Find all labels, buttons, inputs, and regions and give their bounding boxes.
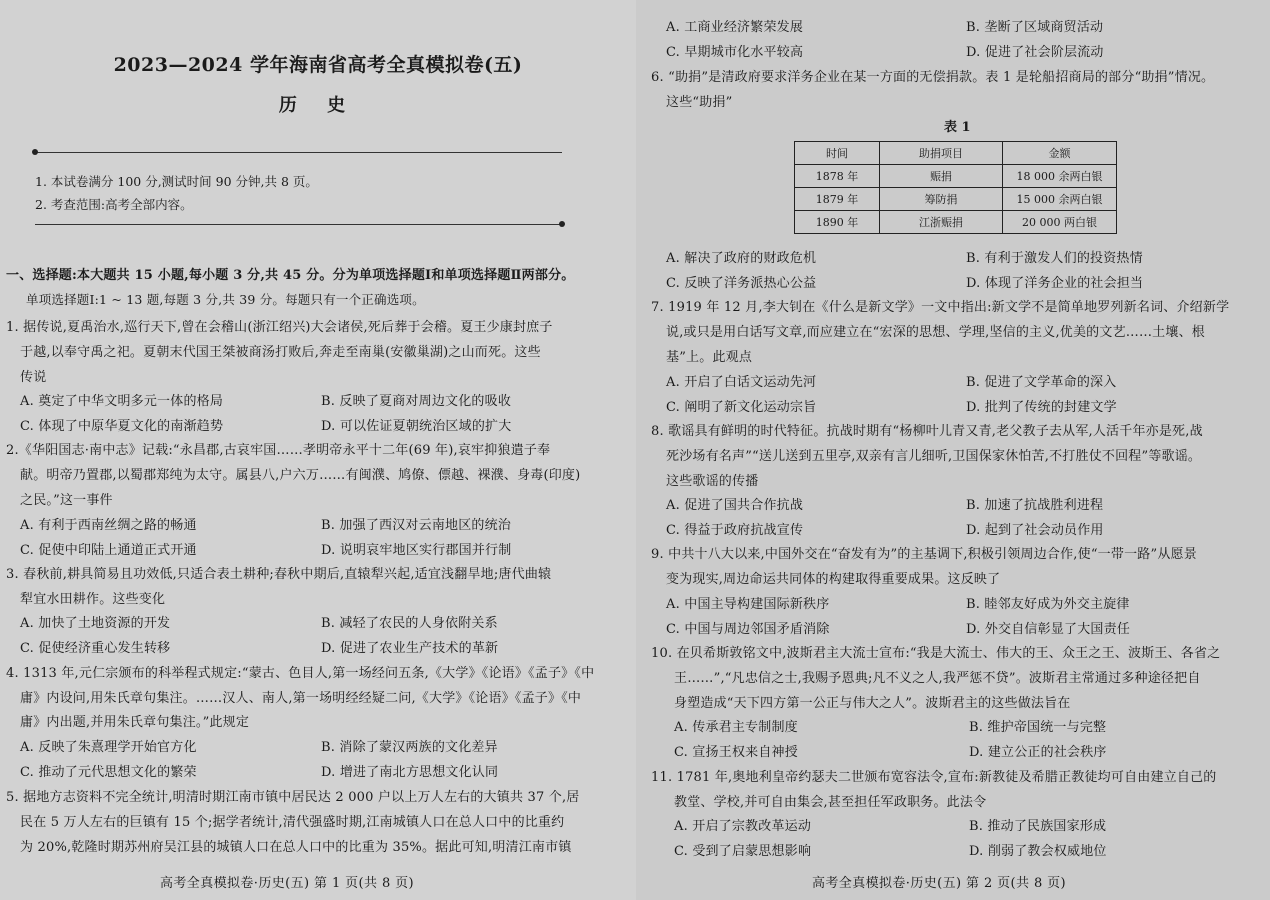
q7-stem-line: 说,或只是用白话写文章,而应建立在“宏深的思想、学理,坚信的主义,优美的文艺……土壤、根 bbox=[666, 325, 1205, 340]
q7-stem-line: 基”上。此观点 bbox=[666, 350, 753, 365]
q3-option-d: D. 促进了农业生产技术的革新 bbox=[321, 641, 499, 656]
q6-stem-line: 6. “助捐”是清政府要求洋务企业在某一方面的无偿捐款。表 1 是轮船招商局的部分“助捐”情况。 bbox=[651, 70, 1215, 85]
q2-stem-line: 2.《华阳国志·南中志》记载:“永昌郡,古哀牢国……孝明帝永平十二年(69 年),哀牢抑狼遣子奉 bbox=[6, 443, 551, 458]
table-cell: 1879 年 bbox=[795, 188, 880, 211]
q6-option-a: A. 解决了政府的财政危机 bbox=[666, 251, 817, 266]
q10-option-d: D. 建立公正的社会秩序 bbox=[969, 745, 1107, 760]
note-line: 2. 考查范围:高考全部内容。 bbox=[35, 197, 193, 212]
table-header-row bbox=[795, 142, 1117, 165]
q5-option-c: C. 早期城市化水平较高 bbox=[666, 45, 804, 60]
q7-option-c: C. 阐明了新文化运动宗旨 bbox=[666, 400, 817, 415]
q8-option-a: A. 促进了国共合作抗战 bbox=[666, 498, 804, 513]
q1-option-b: B. 反映了夏商对周边文化的吸收 bbox=[321, 394, 512, 409]
section-heading: 一、选择题:本大题共 15 小题,每小题 3 分,共 45 分。分为单项选择题Ⅰ和单项选择题Ⅱ两部分。 bbox=[6, 268, 575, 283]
q6-option-b: B. 有利于激发人们的投资热情 bbox=[966, 251, 1143, 266]
q3-option-a: A. 加快了土地资源的开发 bbox=[20, 616, 171, 631]
q10-stem-line: 身塑造成“天下四方第一公正与伟大之人”。波斯君主的这些做法旨在 bbox=[674, 696, 1071, 711]
q10-option-a: A. 传承君主专制制度 bbox=[674, 720, 798, 735]
table-title: 表 1 bbox=[944, 120, 971, 135]
subject-title: 历 史 bbox=[278, 95, 358, 116]
q8-option-c: C. 得益于政府抗战宣传 bbox=[666, 523, 804, 538]
q6-option-c: C. 反映了洋务派热心公益 bbox=[666, 276, 817, 291]
q3-stem-line: 犁宜水田耕作。这些变化 bbox=[20, 592, 166, 607]
q11-option-d: D. 削弱了教会权威地位 bbox=[969, 844, 1107, 859]
q9-stem-line: 变为现实,周边命运共同体的构建取得重要成果。这反映了 bbox=[666, 572, 1001, 587]
q4-stem-line: 庸》内设问,用朱氏章句集注。……汉人、南人,第一场明经经疑二问,《大学》《论语》《孟子》《中 bbox=[20, 691, 582, 706]
q8-stem-line: 8. 歌谣具有鲜明的时代特征。抗战时期有“杨柳叶儿青又青,老父教子去从军,人活千年亦是死,战 bbox=[651, 424, 1203, 439]
q2-option-b: B. 加强了西汉对云南地区的统治 bbox=[321, 518, 512, 533]
q9-option-b: B. 睦邻友好成为外交主旋律 bbox=[966, 597, 1130, 612]
page-footer: 高考全真模拟卷·历史(五) 第 2 页(共 8 页) bbox=[812, 876, 1067, 891]
q5-option-b: B. 垄断了区域商贸活动 bbox=[966, 20, 1104, 35]
table-cell: 1878 年 bbox=[795, 165, 880, 188]
q1-option-a: A. 奠定了中华文明多元一体的格局 bbox=[20, 394, 224, 409]
table-header: 金额 bbox=[1003, 142, 1117, 165]
divider-bottom bbox=[35, 224, 562, 225]
table-cell: 15 000 余两白银 bbox=[1003, 188, 1117, 211]
section-subheading: 单项选择题Ⅰ:1 ~ 13 题,每题 3 分,共 39 分。每题只有一个正确选项。 bbox=[26, 292, 425, 307]
q2-option-d: D. 说明哀牢地区实行郡国并行制 bbox=[321, 543, 512, 558]
q5-stem-line: 5. 据地方志资料不完全统计,明清时期江南市镇中居民达 2 000 户以上万人左右的大镇共 37 个,居 bbox=[6, 790, 580, 805]
divider-top bbox=[35, 152, 562, 153]
q10-stem-line: 王……”,“凡忠信之士,我赐予恩典;凡不义之人,我严惩不贷”。波斯君主常通过多种途径把自 bbox=[674, 671, 1201, 686]
q11-option-c: C. 受到了启蒙思想影响 bbox=[674, 844, 812, 859]
q6-stem-line: 这些“助捐” bbox=[666, 95, 733, 110]
page-footer: 高考全真模拟卷·历史(五) 第 1 页(共 8 页) bbox=[160, 876, 415, 891]
table-cell: 江浙赈捐 bbox=[880, 211, 1003, 234]
q9-stem-line: 9. 中共十八大以来,中国外交在“奋发有为”的主基调下,积极引领周边合作,使“一带一路”从愿景 bbox=[651, 547, 1197, 562]
q9-option-d: D. 外交自信彰显了大国责任 bbox=[966, 622, 1131, 637]
q5-option-d: D. 促进了社会阶层流动 bbox=[966, 45, 1104, 60]
q3-option-b: B. 减轻了农民的人身依附关系 bbox=[321, 616, 498, 631]
q5-stem-line: 为 20%,乾隆时期苏州府吴江县的城镇人口在总人口中的比重为 35%。据此可知,明清江南市镇 bbox=[20, 840, 572, 855]
table-header: 助捐项目 bbox=[880, 142, 1003, 165]
table-cell: 1890 年 bbox=[795, 211, 880, 234]
table-row bbox=[795, 211, 1117, 234]
table-cell: 20 000 两白银 bbox=[1003, 211, 1117, 234]
divider-dot bbox=[559, 221, 565, 227]
q1-option-d: D. 可以佐证夏朝统治区域的扩大 bbox=[321, 419, 512, 434]
q1-stem-line: 1. 据传说,夏禹治水,巡行天下,曾在会稽山(浙江绍兴)大会诸侯,死后葬于会稽。夏王少康封庶子 bbox=[6, 320, 553, 335]
q3-stem-line: 3. 春秋前,耕具简易且功效低,只适合表土耕种;春秋中期后,直辕犁兴起,适宜浅翻旱地;唐代曲辕 bbox=[6, 567, 552, 582]
q4-option-c: C. 推动了元代思想文化的繁荣 bbox=[20, 765, 197, 780]
q11-stem-line: 教堂、学校,并可自由集会,甚至担任军政职务。此法令 bbox=[674, 795, 987, 810]
q9-option-c: C. 中国与周边邻国矛盾消除 bbox=[666, 622, 830, 637]
q4-option-a: A. 反映了朱熹理学开始官方化 bbox=[20, 740, 197, 755]
table-cell: 18 000 余两白银 bbox=[1003, 165, 1117, 188]
q8-option-d: D. 起到了社会动员作用 bbox=[966, 523, 1104, 538]
divider-dot bbox=[32, 149, 38, 155]
note-line: 1. 本试卷满分 100 分,测试时间 90 分钟,共 8 页。 bbox=[35, 174, 318, 189]
q8-stem-line: 这些歌谣的传播 bbox=[666, 474, 759, 489]
q1-option-c: C. 体现了中原华夏文化的南渐趋势 bbox=[20, 419, 224, 434]
table-row bbox=[795, 165, 1117, 188]
donation-table bbox=[794, 141, 1117, 234]
q7-option-a: A. 开启了白话文运动先河 bbox=[666, 375, 817, 390]
q8-stem-line: 死沙场有名声”“送儿送到五里亭,双亲有言儿细听,卫国保家休怕苦,不打胜仗不回程”等歌谣。 bbox=[666, 449, 1202, 464]
q5-stem-line: 民在 5 万人左右的巨镇有 15 个;据学者统计,清代强盛时期,江南城镇人口在总人口中的比重约 bbox=[20, 815, 565, 830]
table-cell: 筹防捐 bbox=[880, 188, 1003, 211]
exam-title: 2023—2024 学年海南省高考全真模拟卷(五) bbox=[113, 54, 523, 76]
q1-stem-line: 传说 bbox=[20, 370, 47, 385]
q4-stem-line: 4. 1313 年,元仁宗颁布的科举程式规定:“蒙古、色目人,第一场经问五条,《大学》《论语》《孟子》《中 bbox=[6, 666, 595, 681]
q4-option-d: D. 增进了南北方思想文化认同 bbox=[321, 765, 499, 780]
table-row bbox=[795, 188, 1117, 211]
q3-option-c: C. 促使经济重心发生转移 bbox=[20, 641, 171, 656]
q5-option-a: A. 工商业经济繁荣发展 bbox=[666, 20, 804, 35]
q7-stem-line: 7. 1919 年 12 月,李大钊在《什么是新文学》一文中指出:新文学不是简单地罗列新名词、介绍新学 bbox=[651, 300, 1230, 315]
q7-option-b: B. 促进了文学革命的深入 bbox=[966, 375, 1117, 390]
q4-stem-line: 庸》内出题,并用朱氏章句集注。”此规定 bbox=[20, 715, 250, 730]
q2-stem-line: 之民。”这一事件 bbox=[20, 493, 113, 508]
q9-option-a: A. 中国主导构建国际新秩序 bbox=[666, 597, 830, 612]
q10-option-b: B. 维护帝国统一与完整 bbox=[969, 720, 1107, 735]
table-cell: 赈捐 bbox=[880, 165, 1003, 188]
q11-option-a: A. 开启了宗教改革运动 bbox=[674, 819, 812, 834]
exam-notes bbox=[35, 170, 318, 216]
q11-option-b: B. 推动了民族国家形成 bbox=[969, 819, 1107, 834]
q11-stem-line: 11. 1781 年,奥地利皇帝约瑟夫二世颁布宽容法令,宣布:新教徒及希腊正教徒均可自由建立自己的 bbox=[651, 770, 1217, 785]
table-header: 时间 bbox=[795, 142, 880, 165]
q2-stem-line: 献。明帝乃置郡,以蜀郡郑纯为太守。属县八,户六万……有闽濮、鸠僚、僄越、裸濮、身毒(印度) bbox=[20, 468, 581, 483]
q6-option-d: D. 体现了洋务企业的社会担当 bbox=[966, 276, 1144, 291]
q10-option-c: C. 宣扬王权来自神授 bbox=[674, 745, 798, 760]
q4-option-b: B. 消除了蒙汉两族的文化差异 bbox=[321, 740, 498, 755]
q10-stem-line: 10. 在贝希斯敦铭文中,波斯君主大流士宣布:“我是大流士、伟大的王、众王之王、波斯王、各省之 bbox=[651, 646, 1221, 661]
q1-stem-line: 于越,以奉守禹之祀。夏朝末代国王桀被商汤打败后,奔走至南巢(安徽巢湖)之山而死。这些 bbox=[20, 345, 541, 360]
q7-option-d: D. 批判了传统的封建文学 bbox=[966, 400, 1117, 415]
q2-option-a: A. 有利于西南丝绸之路的畅通 bbox=[20, 518, 197, 533]
q8-option-b: B. 加速了抗战胜利进程 bbox=[966, 498, 1104, 513]
q2-option-c: C. 促使中印陆上通道正式开通 bbox=[20, 543, 197, 558]
